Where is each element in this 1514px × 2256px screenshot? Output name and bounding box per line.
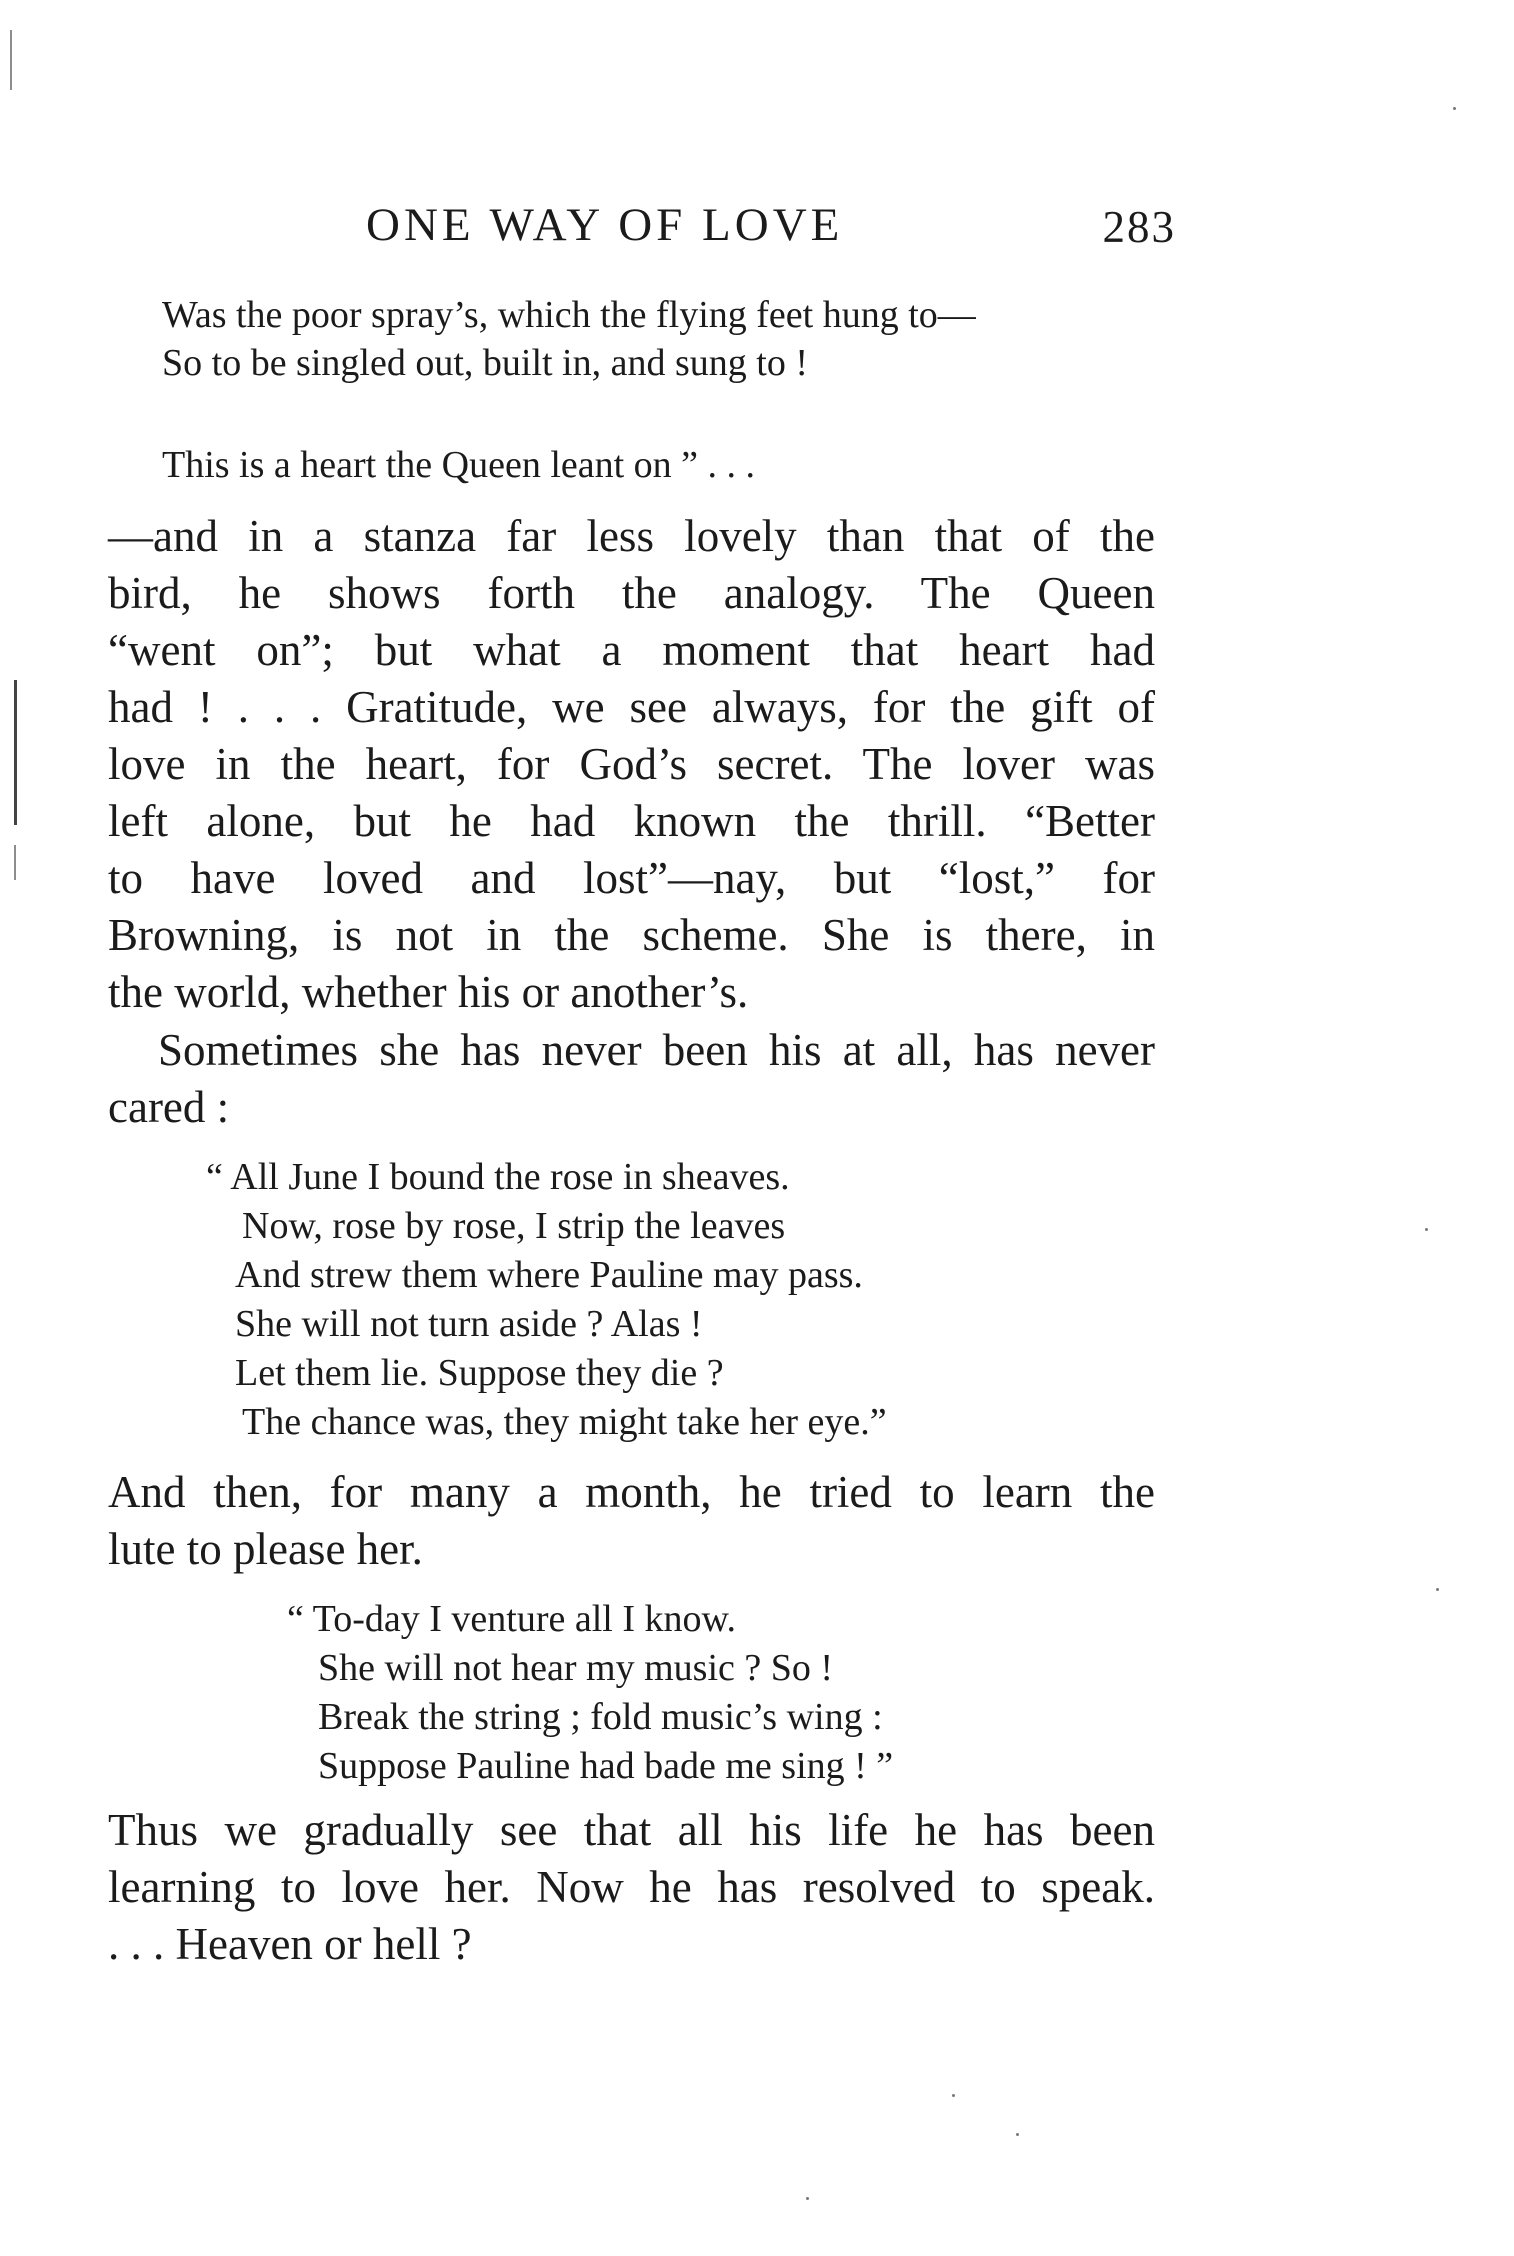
scan-speck	[1425, 1228, 1428, 1231]
scan-edge-mark	[14, 845, 16, 880]
page-header	[366, 195, 1176, 265]
poem-line: “ To-day I venture all I know.	[287, 1598, 736, 1640]
paragraph-line: Sometimes she has never been his at all, has never	[158, 1025, 1155, 1075]
paragraph-line: had ! . . . Gratitude, we see always, for the gift of	[108, 682, 1155, 732]
paragraph-line: love in the heart, for God’s secret. The lover was	[108, 739, 1155, 789]
paragraph-line: Thus we gradually see that all his life he has been	[108, 1805, 1155, 1855]
quote-line: So to be singled out, built in, and sung to !	[162, 342, 808, 384]
quote-line: Was the poor spray’s, which the flying feet hung to—	[162, 294, 976, 336]
scan-speck	[806, 2197, 809, 2200]
paragraph-line: lute to please her.	[108, 1524, 423, 1574]
scan-edge-mark	[10, 30, 12, 90]
paragraph-line: bird, he shows forth the analogy. The Queen	[108, 568, 1155, 618]
paragraph-line: cared :	[108, 1082, 230, 1132]
poem-line: Now, rose by rose, I strip the leaves	[242, 1205, 786, 1247]
paragraph-line: to have loved and lost”—nay, but “lost,” for	[108, 853, 1155, 903]
queen-line: This is a heart the Queen leant on ” . . .	[162, 444, 756, 486]
poem-line: “ All June I bound the rose in sheaves.	[206, 1156, 790, 1198]
paragraph-line: learning to love her. Now he has resolved to speak.	[108, 1862, 1155, 1912]
scan-speck	[1453, 107, 1456, 110]
paragraph-line: the world, whether his or another’s.	[108, 967, 749, 1017]
paragraph-line: . . . Heaven or hell ?	[108, 1919, 472, 1969]
poem-line: Suppose Pauline had bade me sing ! ”	[318, 1745, 894, 1787]
poem-line: Let them lie. Suppose they die ?	[235, 1352, 724, 1394]
paragraph-line: And then, for many a month, he tried to learn the	[108, 1467, 1155, 1517]
poem-line: Break the string ; fold music’s wing :	[318, 1696, 883, 1738]
paragraph-line: left alone, but he had known the thrill. “Better	[108, 796, 1155, 846]
paragraph-line: —and in a stanza far less lovely than that of the	[108, 511, 1155, 561]
poem-line: She will not turn aside ? Alas !	[235, 1303, 703, 1345]
paragraph-line: Browning, is not in the scheme. She is there, in	[108, 910, 1155, 960]
page-number: 283	[1102, 202, 1176, 252]
poem-line: And strew them where Pauline may pass.	[235, 1254, 863, 1296]
paragraph-line: “went on”; but what a moment that heart had	[108, 625, 1155, 675]
scan-edge-mark	[14, 680, 17, 825]
poem-line: The chance was, they might take her eye.”	[242, 1401, 887, 1443]
scan-speck	[952, 2094, 955, 2097]
scan-speck	[1436, 1588, 1439, 1591]
scan-speck	[1016, 2133, 1019, 2136]
poem-line: She will not hear my music ? So !	[318, 1647, 834, 1689]
running-head: ONE WAY OF LOVE	[366, 199, 844, 251]
